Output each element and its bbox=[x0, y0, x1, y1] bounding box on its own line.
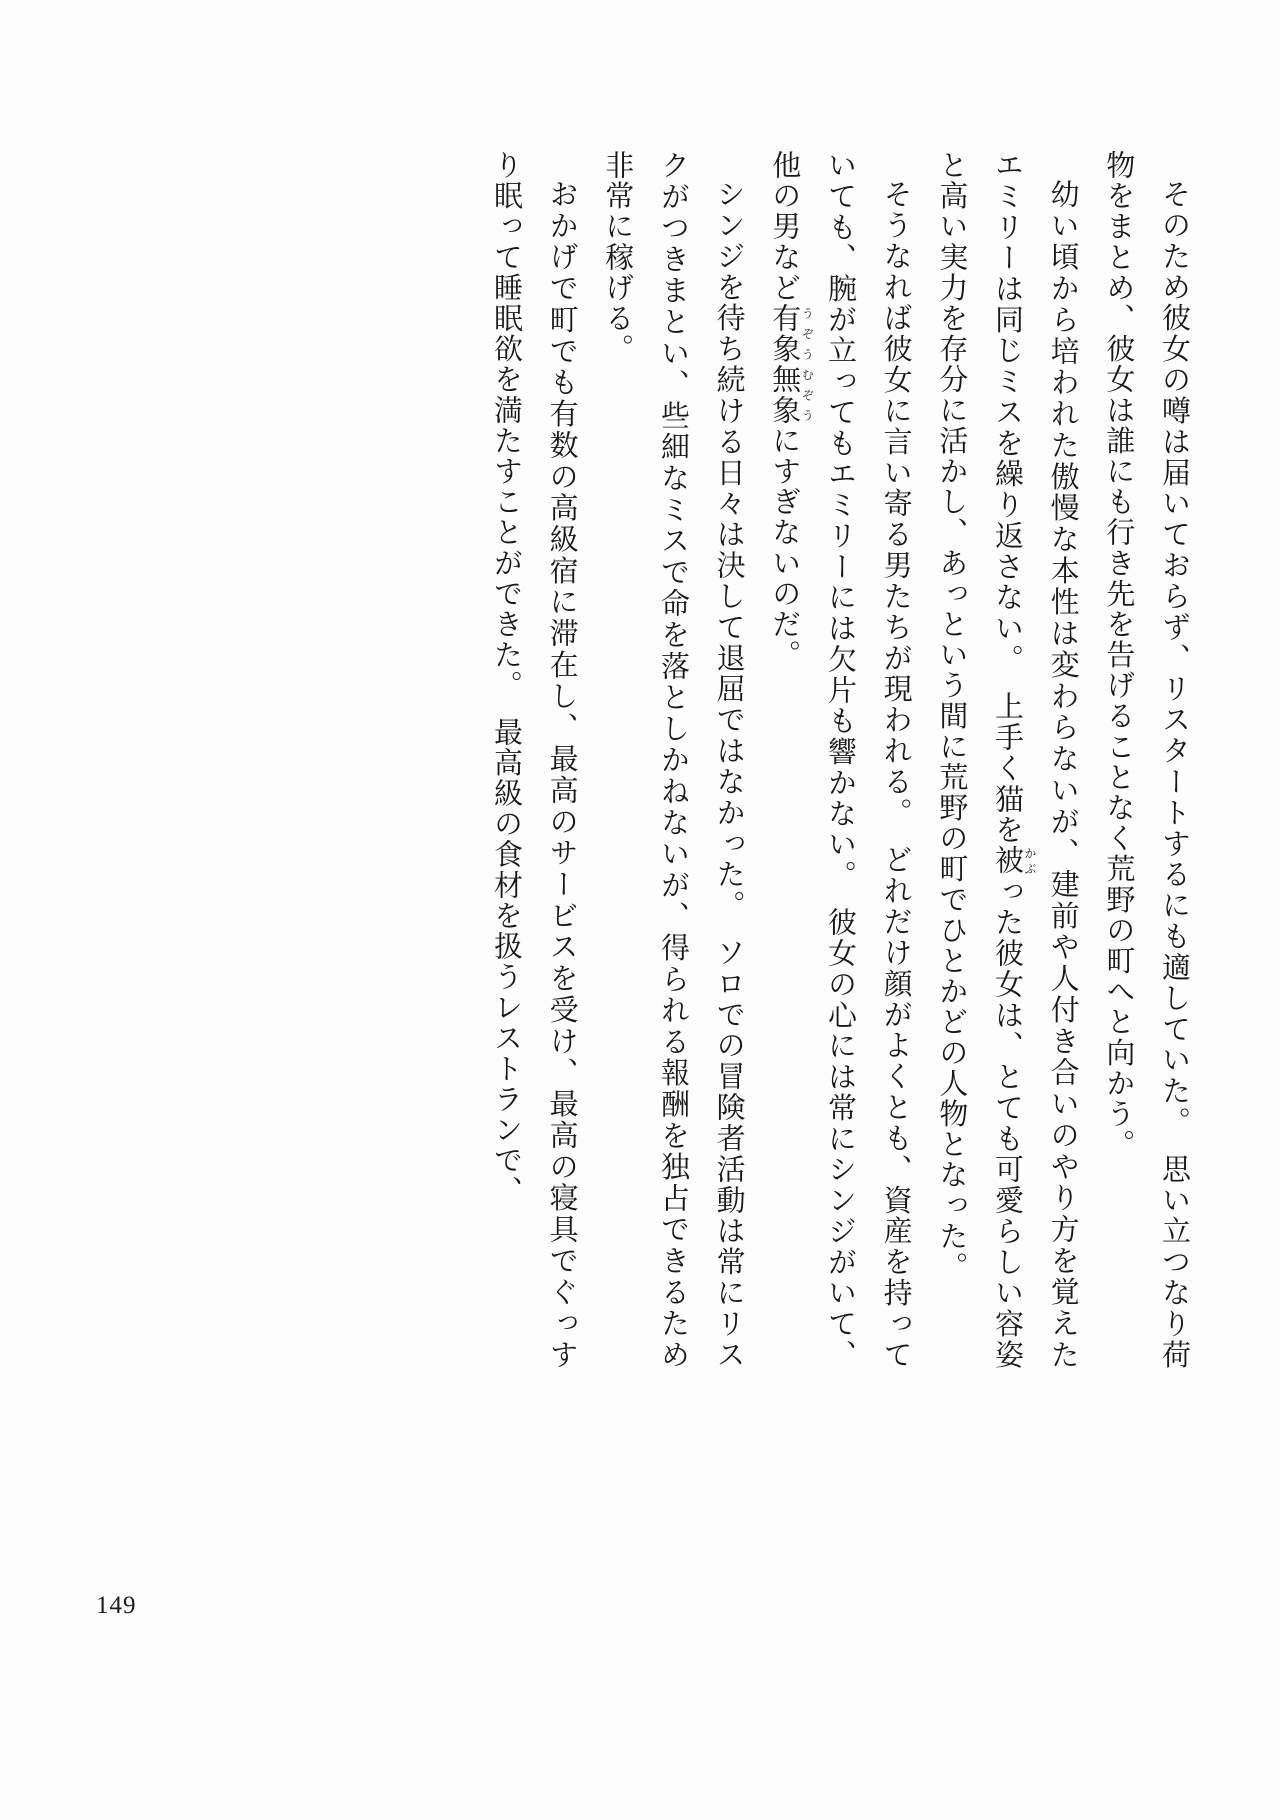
ruby-kabu: 被かぶ bbox=[990, 845, 1037, 877]
paragraph-4: シンジを待ち続ける日々は決して退屈ではなかった。 ソロでの冒険者活動は常にリスクがつきまとい、些細なミスで命を落としかねないが、得られる報酬を独占できるため非常に稼げる。 bbox=[601, 150, 747, 1370]
ruby-uzoumuzou: 有象無象うぞうむぞう bbox=[768, 302, 815, 426]
paragraph-5: おかげで町でも有数の高級宿に滞在し、最高のサービスを受け、最高の寝具でぐっすり眠って睡眠欲を満たすことができた。 最高級の食材を扱うレストランで、 bbox=[489, 150, 580, 1371]
paragraph-2: 幼い頃から培われた傲慢な本性は変わらないが、建前や人付き合いのやり方を覚えたエミリーは同じミスを繰り返さない。 上手く猫を被かぶった彼女は、とても可愛らしい容姿と高い実力を存分に活かし、あっという間に荒野の町でひとかどの人物となった。 bbox=[935, 150, 1081, 1371]
paragraph-1: そのため彼女の噂は届いておらず、リスタートするにも適していた。 思い立つなり荷物をまとめ、彼女は誰にも行き先を告げることなく荒野の町へと向かう。 bbox=[1102, 150, 1192, 1370]
page-number: 149 bbox=[96, 1592, 137, 1619]
paragraph-3: そうなれば彼女に言い寄る男たちが現われる。 どれだけ顔がよくとも、資産を持っていても、腕が立ってもエミリーには欠片も響かない。 彼女の心には常にシンジがいて、他の男など有象無象うぞうむぞうにすぎないのだ。 bbox=[768, 150, 914, 1370]
vertical-text-body bbox=[332, 150, 1202, 1370]
